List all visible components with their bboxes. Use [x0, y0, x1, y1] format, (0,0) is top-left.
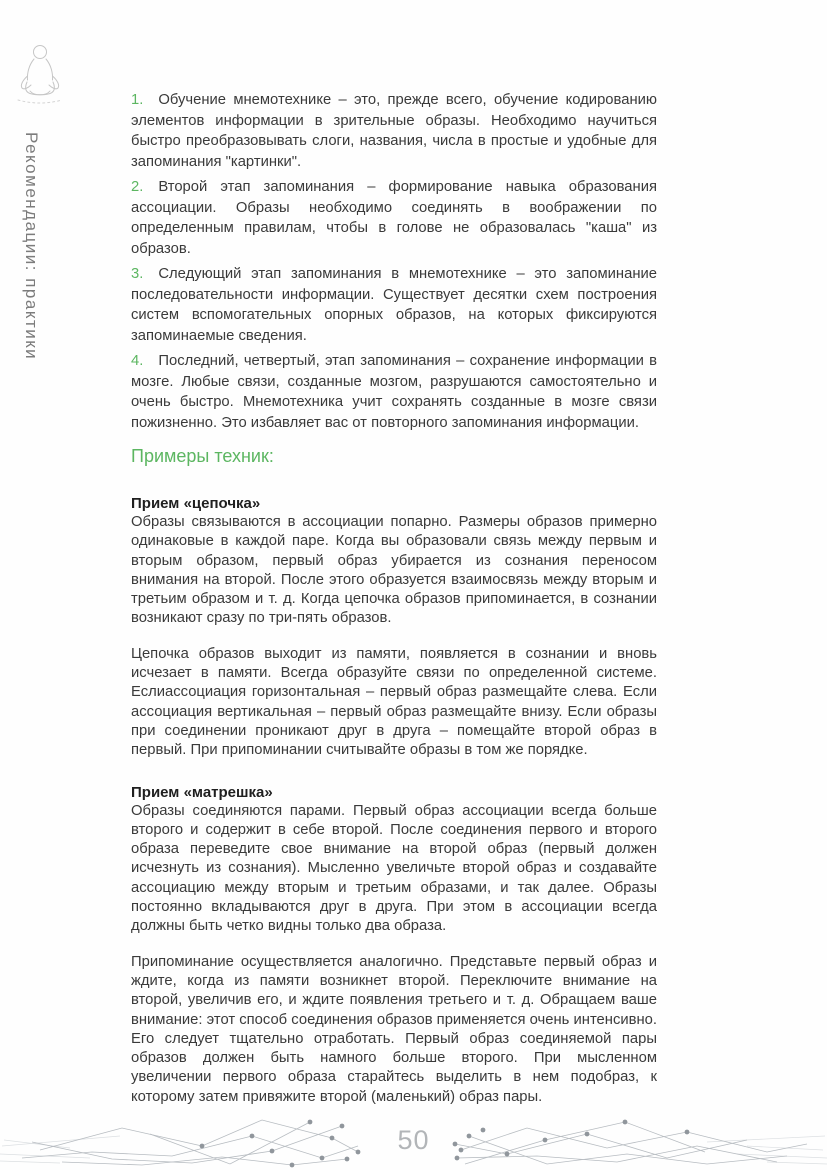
item-number: 2. [131, 179, 144, 195]
plexus-left-icon [0, 1106, 372, 1170]
item-number: 4. [131, 353, 144, 369]
technique-paragraph: Цепочка образов выходит из памяти, появляется в сознании и вновь исчезает в памяти. Всегда образуйте связи по определенной системе. Еслиассоциация горизонтальная – первый образ размещайте слева. Если ассоциация вертикальная – первый образ размещайте внизу. Если образы при соединении проникают друг в друга – помещайте второй образ в первый. При припоминании считывайте образы в том же порядке. [131, 645, 657, 759]
page-number: 50 [397, 1125, 430, 1155]
item-number: 3. [131, 266, 144, 282]
numbered-item-1 [131, 90, 657, 172]
technique-paragraph: Припоминание осуществляется аналогично. Представьте первый образ и ждите, когда из памяти возникнет второй. Переключите внимание на второй, увеличив его, и ждите появления третьего и т. д. Обращаем ваше внимание: этот способ соединения образов применяется очень интенсивно. Его следует тщательно отработать. Первый образ соединяемой пары образов должен быть намного больше второго. При мысленном увеличении первого образа старайтесь выделить в нем подобраз, к которому затем привяжите второй (маленький) образ пары. [131, 953, 657, 1105]
page-content [131, 0, 657, 1107]
technique-title: Прием «цепочка» [131, 495, 261, 512]
item-text: Второй этап запоминания – формирование навыка образования ассоциации. Образы необходимо соединять в воображении по определенным правилам, чтобы в голове не образовалась "каша" из образов. [131, 179, 657, 257]
meditation-icon [14, 42, 66, 112]
examples-heading: Примеры техник: [131, 446, 274, 466]
numbered-item-2 [131, 177, 657, 259]
plexus-right-icon [447, 1106, 827, 1170]
item-text: Последний, четвертый, этап запоминания – сохранение информации в мозге. Любые связи, созданные мозгом, разрушаются самостоятельно и очень быстро. Мнемотехника учит сохранять созданные в мозге связи пожизненно. Это избавляет вас от повторного запоминания информации. [131, 353, 657, 431]
technique-title: Прием «матрешка» [131, 783, 273, 801]
item-number: 1. [131, 92, 144, 108]
technique-section-chain [131, 494, 657, 761]
page-footer [0, 1090, 827, 1170]
numbered-item-4 [131, 351, 657, 433]
numbered-item-3 [131, 264, 657, 346]
item-text: Следующий этап запоминания в мнемотехнике – это запоминание последовательности информации. Существует десятки схем построения систем вспомогательных опорных образов, на которых фиксируются запоминаемые сведения. [131, 266, 657, 344]
sidebar-section-label: Рекомендации: практики [22, 132, 41, 361]
technique-paragraph: Образы соединяются парами. Первый образ ассоциации всегда больше второго и содержит в себе второй. После соединения первого и второго образа переведите свое внимание на второй образ (первый должен исчезнуть из сознания). Мысленно увеличьте второй образ и создавайте ассоциацию между вторым и третьим образами, и так далее. Образы постоянно вкладываются друг в друга. При этом в ассоциации всегда должны быть четко видны только два образа. [131, 802, 657, 935]
technique-section-matryoshka [131, 783, 657, 1107]
technique-paragraph: Образы связываются в ассоциации попарно. Размеры образов примерно одинаковые в каждой паре. Когда вы образовали связь между первым и вторым образом, первый образ убирается из сознания переносом внимания на второй. После этого образуется взаимосвязь между вторым и третьим образом и т. д. Когда цепочка образов припоминается, в сознании возникают сразу по три-пять образов. [131, 514, 657, 627]
item-text: Обучение мнемотехнике – это, прежде всего, обучение кодированию элементов информации в зрительные образы. Необходимо научиться быстро преобразовывать слоги, названия, числа в простые и удобные для запоминания "картинки". [131, 92, 657, 170]
